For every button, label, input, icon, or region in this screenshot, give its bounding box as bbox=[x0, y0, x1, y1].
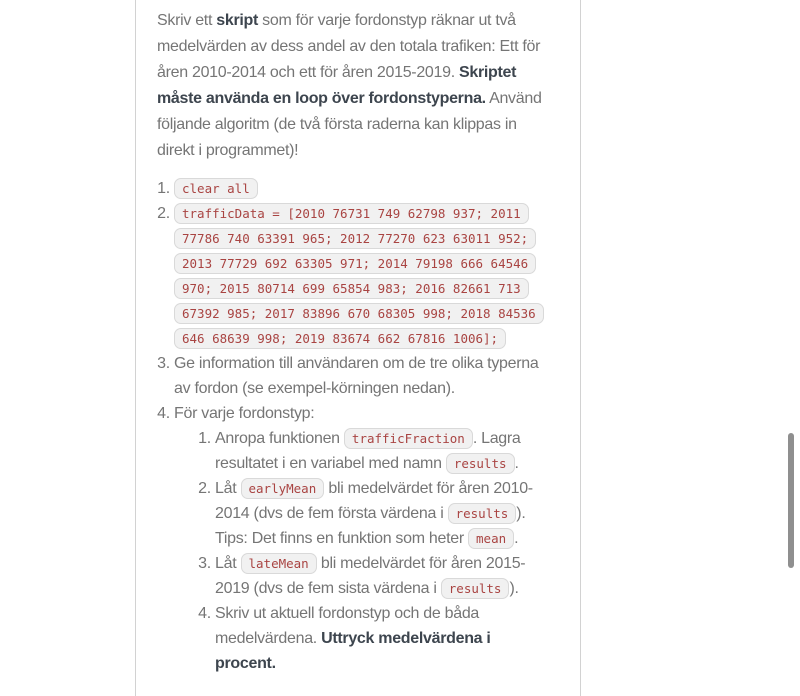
algorithm-substep bbox=[215, 426, 555, 476]
text-run: Använd följande algoritm (de två första raderna kan klippas in direkt i programmet)! bbox=[157, 90, 542, 159]
algorithm-substeps-list bbox=[174, 426, 555, 676]
inline-code: results bbox=[441, 578, 510, 599]
algorithm-step bbox=[174, 201, 555, 351]
vertical-scrollbar-thumb[interactable] bbox=[788, 433, 794, 568]
bold-text: Skriptet måste använda en loop över fordonstyperna. bbox=[157, 64, 517, 107]
algorithm-step bbox=[174, 401, 555, 676]
text-run: Låt bbox=[215, 480, 241, 497]
algorithm-substep bbox=[215, 551, 555, 601]
inline-code: results bbox=[446, 453, 515, 474]
text-run: Låt bbox=[215, 555, 241, 572]
text-run: ). Tips: Det finns en funktion som heter bbox=[215, 505, 526, 547]
text-run: . bbox=[514, 530, 519, 547]
text-run: bli medelvärdet för åren 2010-2014 (dvs de fem första värdena i bbox=[215, 480, 533, 522]
intro-paragraph bbox=[157, 8, 555, 164]
algorithm-steps-list bbox=[157, 176, 555, 676]
algorithm-step bbox=[174, 176, 555, 201]
text-run: Ge information till användaren om de tre olika typerna av fordon (se exempel-körningen nedan). bbox=[174, 355, 539, 397]
inline-code: trafficData = [2010 76731 749 62798 937; 2011 77786 740 63391 965; 2012 77270 623 63011 952; 2013 77729 692 63305 971; 2014 79198 666 64546 970; 2015 80714 699 65854 983; 2016 82661 713 67392 985; 2017 83896 670 68305 998; 2018 84536 646 68639 998; 2019 83674 662 67816 1006]; bbox=[174, 203, 544, 349]
document-content-panel bbox=[135, 0, 581, 696]
inline-code: clear all bbox=[174, 178, 258, 199]
inline-code: trafficFraction bbox=[344, 428, 473, 449]
algorithm-step bbox=[174, 351, 555, 401]
algorithm-substep bbox=[215, 601, 555, 676]
text-run: som för varje fordonstyp räknar ut två medelvärden av dess andel av den totala trafiken: Ett för åren 2010-2014 och ett för åren 2015-2019. bbox=[157, 12, 541, 81]
bold-text: Uttryck medelvärdena i procent. bbox=[215, 630, 491, 672]
inline-code: results bbox=[448, 503, 517, 524]
algorithm-substep bbox=[215, 476, 555, 551]
bold-text: skript bbox=[216, 12, 259, 29]
text-run: . Lagra resultatet i en variabel med namn bbox=[215, 430, 521, 472]
text-run: Skriv ut aktuell fordonstyp och de båda medelvärdena. bbox=[215, 605, 480, 647]
text-run: . bbox=[514, 455, 519, 472]
inline-code: earlyMean bbox=[241, 478, 325, 499]
text-run: bli medelvärdet för åren 2015-2019 (dvs de fem sista värdena i bbox=[215, 555, 526, 597]
document-body bbox=[136, 0, 580, 676]
text-run: För varje fordonstyp: bbox=[174, 405, 315, 422]
inline-code: mean bbox=[468, 528, 514, 549]
inline-code: lateMean bbox=[241, 553, 317, 574]
text-run: Anropa funktionen bbox=[215, 430, 344, 447]
text-run: ). bbox=[509, 580, 519, 597]
text-run: Skriv ett bbox=[157, 12, 217, 29]
